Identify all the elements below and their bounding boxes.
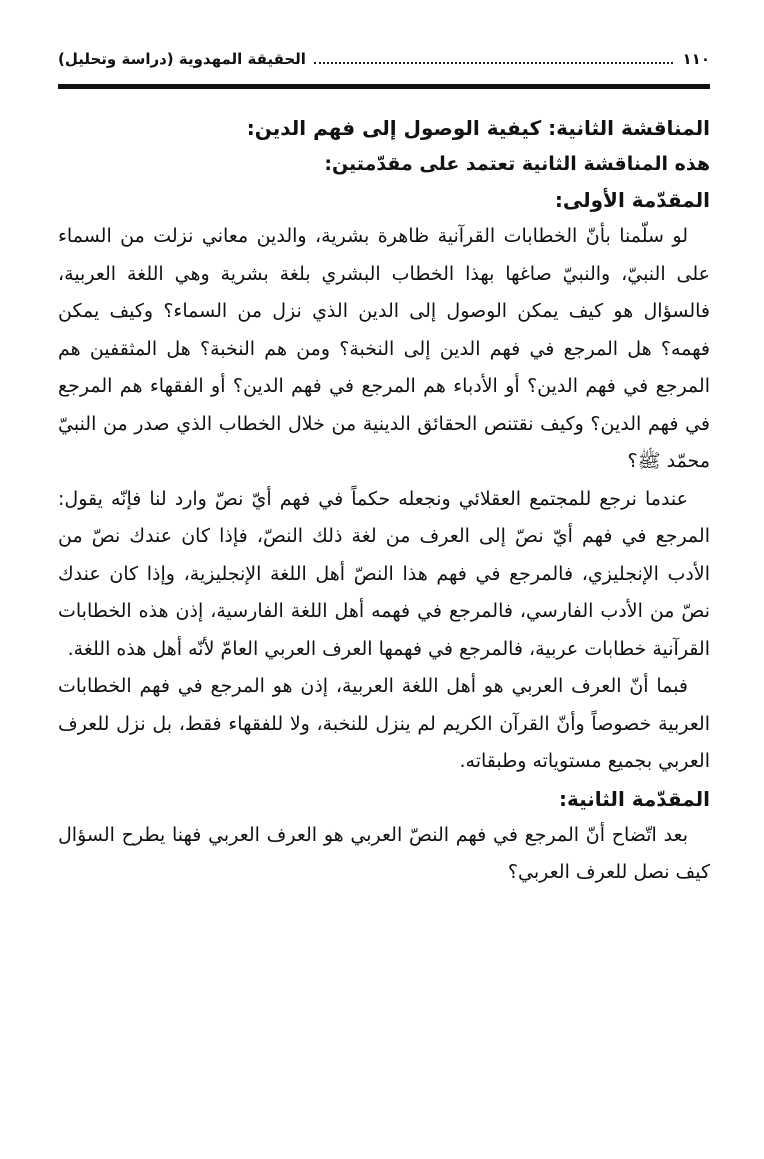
- premise-two-title: المقدّمة الثانية:: [558, 786, 710, 811]
- page-body: [58, 110, 710, 892]
- paragraph-one: لو سلّمنا بأنّ الخطابات القرآنية ظاهرة بشرية، والدين معاني نزلت من السماء على النبيّ، والنبيّ صاغها بهذا الخطاب البشري بلغة بشرية وهي اللغة العربية، فالسؤال هو كيف يمكن الوصول إلى الدين الذي نزل من السماء؟ وكيف يمكن فهمه؟ هل المرجع في فهم الدين إلى النخبة؟ ومن هم النخبة؟ هل المثقفين هم المرجع في فهم الدين؟ أو الأدباء هم المرجع في فهم الدين؟ أو الفقهاء هم المرجع في فهم الدين؟ وكيف نقتنص الحقائق الدينية من خلال الخطاب الذي صدر من النبيّ محمّد ﷺ؟: [58, 225, 710, 472]
- intro-line: هذه المناقشة الثانية تعتمد على مقدّمتين:: [324, 153, 710, 175]
- paragraph-two: عندما نرجع للمجتمع العقلائي ونجعله حكماً في فهم أيّ نصّ وارد لنا فإنّه يقول: المرجع في فهم أيّ نصّ إلى العرف من لغة ذلك النصّ، فإذا كان عندك نصّ من الأدب الإنجليزي، فالمرجع في فهم هذا النصّ أهل اللغة الإنجليزية، وإذا كان عندك نصّ من الأدب الفارسي، فالمرجع في فهمه أهل اللغة الفارسية، إذن هذه الخطابات القرآنية خطابات عربية، فالمرجع في فهمها العرف العربي العامّ لأنّه أهل هذه اللغة.: [58, 487, 710, 660]
- header-dot-leader: [314, 62, 673, 64]
- paragraph-three: فبما أنّ العرف العربي هو أهل اللغة العربية، إذن هو المرجع في فهم الخطابات العربية خصوصاً وأنّ القرآن الكريم لم ينزل للنخبة، ولا للفقهاء فقط، بل نزل للعرف العربي بجميع مستوياته وطبقاته.: [58, 675, 710, 772]
- premise-one-title: المقدّمة الأولى:: [554, 188, 710, 212]
- page-number: ١١٠: [682, 50, 710, 68]
- paragraph-four: بعد اتّضاح أنّ المرجع في فهم النصّ العربي هو العرف العربي فهنا يطرح السؤال كيف نصل للعرف العربي؟: [58, 823, 710, 883]
- running-header: [58, 44, 710, 74]
- section-heading: المناقشة الثانية: كيفية الوصول إلى فهم الدين:: [246, 116, 710, 140]
- book-title: الحقيقة المهدوية (دراسة وتحليل): [58, 50, 306, 68]
- header-rule: [58, 84, 710, 89]
